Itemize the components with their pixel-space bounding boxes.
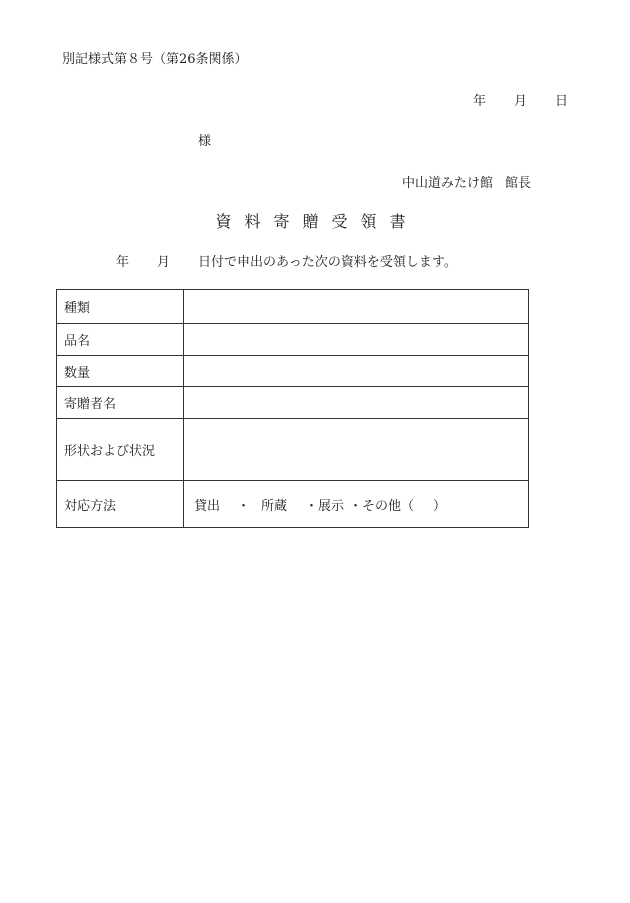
receipt-year: 年 xyxy=(116,255,130,270)
row-label-condition: 形状および状況 xyxy=(57,419,184,481)
method-other: ・その他（ xyxy=(349,498,415,514)
row-label-quantity: 数量 xyxy=(57,356,184,387)
table-row-condition xyxy=(57,419,529,481)
row-value-quantity xyxy=(184,356,529,387)
row-label-donor: 寄贈者名 xyxy=(57,387,184,419)
method-separator: ・ xyxy=(237,498,251,514)
row-value-type xyxy=(184,290,529,324)
issuer-title: 館長 xyxy=(505,176,532,191)
addressee-suffix: 様 xyxy=(198,134,212,149)
table-row-quantity xyxy=(57,356,529,387)
table-row-item-name xyxy=(57,324,529,356)
row-value-condition xyxy=(184,419,529,481)
method-other-close: ） xyxy=(433,498,447,514)
method-lending: 貸出 xyxy=(194,498,221,514)
row-value-donor xyxy=(184,387,529,419)
date-day: 日 xyxy=(555,94,569,109)
table-row-handling xyxy=(57,481,529,528)
date-year: 年 xyxy=(473,94,487,109)
method-collection: 所蔵 xyxy=(261,498,288,514)
form-number: 別記様式第８号（第26条関係） xyxy=(62,52,248,67)
document-title: 資料寄贈受領書 xyxy=(215,212,419,231)
date-month: 月 xyxy=(514,94,528,109)
date-line xyxy=(473,90,568,109)
table-row-donor xyxy=(57,387,529,419)
receipt-sentence xyxy=(116,251,457,270)
issuer-organization: 中山道みたけ館 xyxy=(402,176,494,191)
table-row-type xyxy=(57,290,529,324)
handling-methods xyxy=(184,481,529,528)
donation-receipt-table xyxy=(56,289,529,528)
row-label-handling: 対応方法 xyxy=(57,481,184,528)
row-label-type: 種類 xyxy=(57,290,184,324)
receipt-month: 月 xyxy=(157,255,171,270)
row-value-item-name xyxy=(184,324,529,356)
row-label-item-name: 品名 xyxy=(57,324,184,356)
issuer xyxy=(402,172,531,191)
method-exhibition: ・展示 xyxy=(305,498,345,514)
receipt-text: 日付で申出のあった次の資料を受領します。 xyxy=(198,255,457,270)
